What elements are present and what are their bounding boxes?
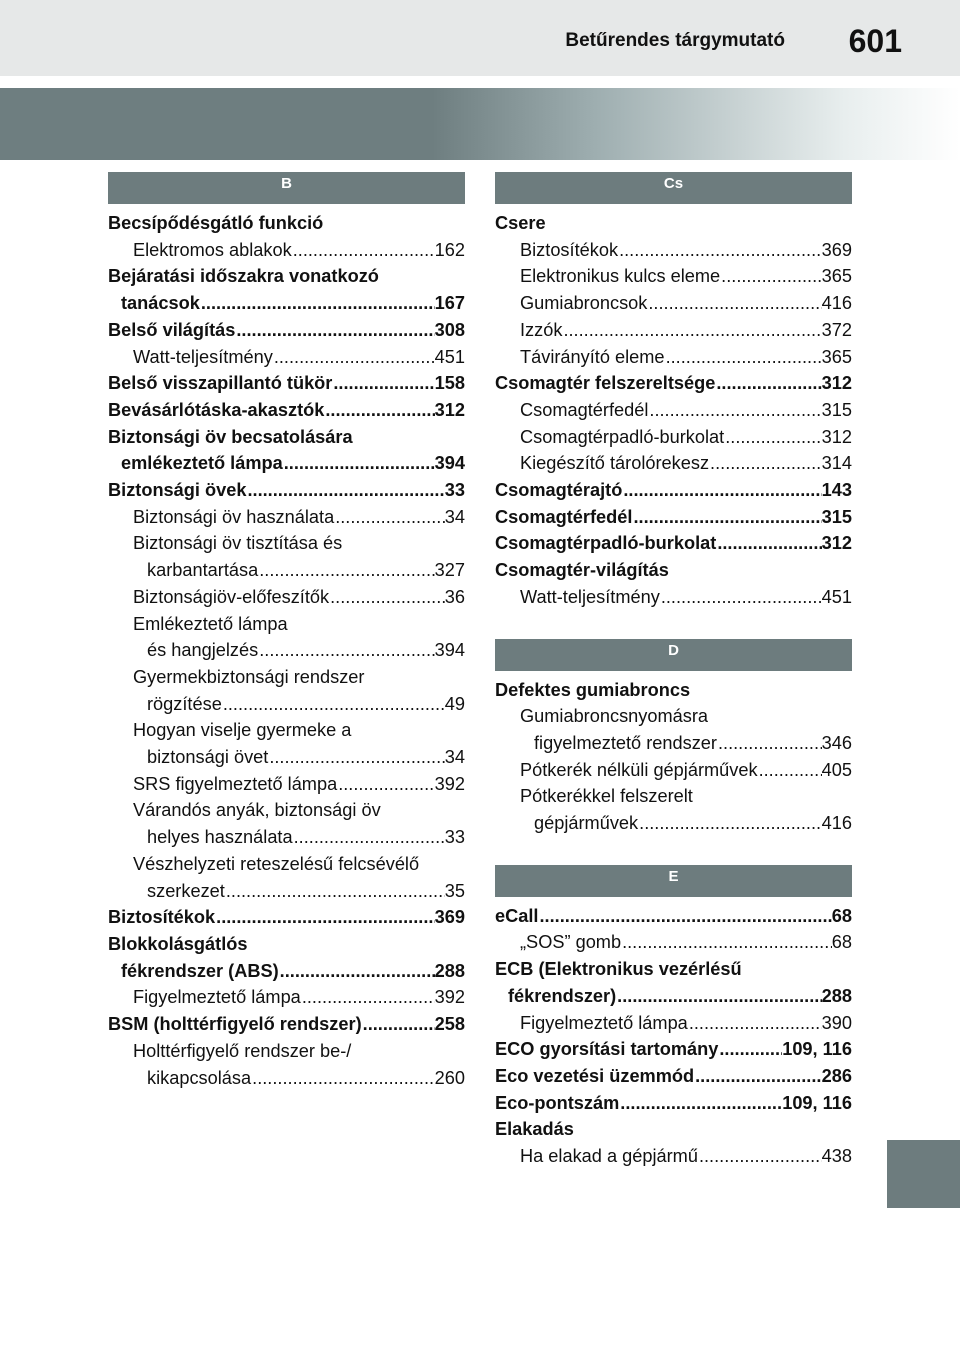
index-column-right xyxy=(495,172,852,1170)
index-entry-label: Watt-teljesítmény xyxy=(520,586,660,607)
index-entry xyxy=(495,450,852,477)
index-entry xyxy=(108,1011,465,1038)
index-entry-page: 369 xyxy=(434,907,465,928)
index-entry-label: Watt-teljesítmény xyxy=(133,346,273,367)
index-entry-page: 315 xyxy=(821,506,852,527)
index-entry-page: 394 xyxy=(434,453,465,474)
dot-leader xyxy=(223,691,445,718)
index-entry-label: Pótkerékkel felszerelt xyxy=(520,786,693,807)
index-entry-page: 392 xyxy=(434,773,465,794)
dot-leader xyxy=(259,557,434,584)
index-entry xyxy=(495,1010,852,1037)
section-letter-header: E xyxy=(495,865,852,897)
page-number: 601 xyxy=(848,23,902,59)
index-entry-label: biztonsági övet xyxy=(147,747,269,768)
index-entry-label: Biztosítékok xyxy=(520,239,619,260)
index-entry-label: Belső világítás xyxy=(108,319,236,340)
index-entry xyxy=(108,637,465,664)
index-entry xyxy=(108,771,465,798)
index-entry-label: és hangjelzés xyxy=(147,640,259,661)
index-entry-label: helyes használata xyxy=(147,827,293,848)
dot-leader xyxy=(719,1036,782,1063)
index-entry-label: kikapcsolása xyxy=(147,1067,252,1088)
index-entry xyxy=(495,1063,852,1090)
index-entry-label: „SOS” gomb xyxy=(520,932,622,953)
index-entry xyxy=(108,744,465,771)
index-entry-page: 327 xyxy=(434,560,465,581)
index-entry-label: fékrendszer (ABS) xyxy=(121,960,279,981)
section-letter-header: D xyxy=(495,639,852,671)
index-entry-label: Belső visszapillantó tükör xyxy=(108,373,333,394)
index-entry-label: Elakadás xyxy=(495,1119,574,1140)
index-entry xyxy=(108,344,465,371)
index-entry-label: Bejáratási időszakra vonatkozó xyxy=(108,266,379,287)
header-banner xyxy=(0,88,960,160)
dot-leader xyxy=(633,504,821,531)
dot-leader xyxy=(639,810,822,837)
index-entry-label: Csomagtérpadló-burkolat xyxy=(520,426,725,447)
index-entry xyxy=(108,237,465,264)
index-entry-page: 68 xyxy=(831,932,852,953)
index-entry xyxy=(495,1090,852,1117)
index-entry-label: Blokkolásgátlós xyxy=(108,933,248,954)
dot-leader xyxy=(325,397,434,424)
index-entry xyxy=(108,210,465,237)
index-entry xyxy=(495,956,852,983)
index-entry xyxy=(108,477,465,504)
index-entry-list xyxy=(495,677,852,837)
index-entry xyxy=(108,1065,465,1092)
index-entry xyxy=(495,677,852,704)
dot-leader xyxy=(622,929,832,956)
index-entry-page: 392 xyxy=(434,987,465,1008)
index-entry xyxy=(108,904,465,931)
index-entry-page: 36 xyxy=(444,586,465,607)
index-entry-page: 451 xyxy=(821,586,852,607)
index-entry-page: 312 xyxy=(821,426,852,447)
index-entry-label: Bevásárlótáska-akasztók xyxy=(108,399,325,420)
index-entry-label: fékrendszer) xyxy=(508,985,617,1006)
index-entry-label: Elektronikus kulcs eleme xyxy=(520,266,721,287)
dot-leader xyxy=(333,370,434,397)
dot-leader xyxy=(274,344,435,371)
index-entry-page: 68 xyxy=(831,905,852,926)
index-entry xyxy=(495,424,852,451)
index-entry-label: Elektromos ablakok xyxy=(133,239,292,260)
index-entry-label: ECB (Elektronikus vezérlésű xyxy=(495,959,742,980)
index-entry xyxy=(108,263,465,290)
index-entry-label: Csere xyxy=(495,213,546,233)
index-entry-label: ECO gyorsítási tartomány xyxy=(495,1039,719,1060)
dot-leader xyxy=(716,370,821,397)
index-entry xyxy=(108,424,465,451)
index-entry-page: 143 xyxy=(821,480,852,501)
index-entry xyxy=(495,397,852,424)
index-entry xyxy=(108,584,465,611)
index-entry-label: Figyelmeztető lámpa xyxy=(520,1012,688,1033)
dot-leader xyxy=(563,317,821,344)
index-entry-label: Gyermekbiztonsági rendszer xyxy=(133,666,365,687)
index-entry xyxy=(108,958,465,985)
index-entry xyxy=(108,717,465,744)
index-entry-page: 49 xyxy=(444,693,465,714)
dot-leader xyxy=(335,504,445,531)
index-entry-page: 312 xyxy=(821,373,852,394)
index-entry xyxy=(108,450,465,477)
dot-leader xyxy=(620,1090,782,1117)
dot-leader xyxy=(666,344,822,371)
index-entry-page: 369 xyxy=(821,239,852,260)
index-entry xyxy=(495,504,852,531)
dot-leader xyxy=(259,637,434,664)
dot-leader xyxy=(539,903,831,930)
index-entry-page: 33 xyxy=(444,827,465,848)
index-entry-page: 315 xyxy=(821,399,852,420)
index-entry xyxy=(495,1036,852,1063)
index-entry-label: Becsípődésgátló funkció xyxy=(108,213,324,233)
index-entry xyxy=(108,984,465,1011)
index-entry xyxy=(108,931,465,958)
index-entry xyxy=(495,557,852,584)
index-entry-page: 33 xyxy=(444,480,465,501)
page-header-title: Betűrendes tárgymutató xyxy=(565,30,785,51)
index-entry-label: emlékeztető lámpa xyxy=(121,453,283,474)
index-entry xyxy=(495,929,852,956)
index-entry xyxy=(495,237,852,264)
dot-leader xyxy=(293,237,435,264)
index-entry-page: 438 xyxy=(821,1146,852,1167)
header-bar xyxy=(0,0,960,76)
index-entry xyxy=(495,317,852,344)
index-column-left xyxy=(108,172,465,1091)
index-entry xyxy=(495,210,852,237)
index-entry-page: 365 xyxy=(821,346,852,367)
index-entry-label: Biztonsági öv tisztítása és xyxy=(133,533,343,554)
dot-leader xyxy=(721,263,821,290)
dot-leader xyxy=(648,290,821,317)
index-entry-page: 288 xyxy=(434,960,465,981)
index-entry-page: 390 xyxy=(821,1012,852,1033)
index-entry-label: Eco-pontszám xyxy=(495,1092,620,1113)
index-entry-label: Pótkerék nélküli gépjárművek xyxy=(520,759,758,780)
index-entry-page: 260 xyxy=(434,1067,465,1088)
index-entry xyxy=(495,783,852,810)
dot-leader xyxy=(236,317,434,344)
index-entry-label: Hogyan viselje gyermeke a xyxy=(133,720,352,741)
index-entry-label: Biztosítékok xyxy=(108,907,216,928)
index-entry-page: 314 xyxy=(821,453,852,474)
index-entry-page: 416 xyxy=(821,293,852,314)
index-entry xyxy=(108,797,465,824)
index-entry-label: Biztonsági öv használata xyxy=(133,506,335,527)
index-entry-label: Csomagtérfedél xyxy=(495,506,633,527)
index-entry-label: Csomagtérajtó xyxy=(495,480,623,501)
index-entry-page: 312 xyxy=(434,399,465,420)
index-entry-label: Biztonsági öv becsatolására xyxy=(108,426,353,447)
index-entry-label: Biztonsági övek xyxy=(108,480,247,501)
dot-leader xyxy=(661,584,822,611)
index-entry-page: 162 xyxy=(434,239,465,260)
index-entry xyxy=(108,1038,465,1065)
chapter-thumb-tab xyxy=(887,1140,960,1208)
section-gap xyxy=(495,837,852,865)
index-entry-page: 365 xyxy=(821,266,852,287)
index-entry xyxy=(108,290,465,317)
index-entry xyxy=(495,530,852,557)
dot-leader xyxy=(284,450,435,477)
section-gap xyxy=(495,611,852,639)
index-entry xyxy=(495,703,852,730)
index-entry xyxy=(108,664,465,691)
section-letter-header: B xyxy=(108,172,465,204)
index-entry-label: Biztonságiöv-előfeszítők xyxy=(133,586,330,607)
section-letter-header: Cs xyxy=(495,172,852,204)
dot-leader xyxy=(689,1010,822,1037)
dot-leader xyxy=(226,878,445,905)
index-entry xyxy=(108,397,465,424)
index-entry-page: 394 xyxy=(434,640,465,661)
dot-leader xyxy=(725,424,821,451)
index-entry-label: Emlékeztető lámpa xyxy=(133,613,288,634)
dot-leader xyxy=(649,397,821,424)
index-entry xyxy=(495,810,852,837)
index-entry-label: Gumiabroncsnyomásra xyxy=(520,706,709,727)
dot-leader xyxy=(294,824,445,851)
index-entry xyxy=(108,504,465,531)
index-entry-label: Holttérfigyelő rendszer be-/ xyxy=(133,1040,352,1061)
index-entry xyxy=(495,1143,852,1170)
index-entry xyxy=(108,878,465,905)
index-entry xyxy=(108,317,465,344)
index-entry xyxy=(108,611,465,638)
index-entry-label: Csomagtérfedél xyxy=(520,399,649,420)
index-entry-page: 451 xyxy=(434,346,465,367)
index-entry-page: 258 xyxy=(434,1014,465,1035)
index-entry xyxy=(495,903,852,930)
index-entry-label: Kiegészítő tárolórekesz xyxy=(520,453,710,474)
index-entry-label: Csomagtérpadló-burkolat xyxy=(495,533,717,554)
index-entry xyxy=(108,851,465,878)
index-entry-label: szerkezet xyxy=(147,880,225,901)
dot-leader xyxy=(717,530,821,557)
dot-leader xyxy=(699,1143,822,1170)
dot-leader xyxy=(302,984,435,1011)
index-entry-label: tanácsok xyxy=(121,293,200,314)
index-entry-list xyxy=(108,210,465,1091)
index-entry-label: Figyelmeztető lámpa xyxy=(133,987,301,1008)
index-entry-list xyxy=(495,903,852,1170)
index-entry xyxy=(108,824,465,851)
index-entry-list xyxy=(495,210,852,611)
index-entry-page: 34 xyxy=(444,747,465,768)
index-entry-page: 312 xyxy=(821,533,852,554)
index-entry xyxy=(495,983,852,1010)
index-entry-page: 416 xyxy=(821,813,852,834)
dot-leader xyxy=(710,450,822,477)
index-entry-page: 346 xyxy=(821,732,852,753)
index-entry-label: Eco vezetési üzemmód xyxy=(495,1065,695,1086)
index-entry xyxy=(495,263,852,290)
dot-leader xyxy=(216,904,435,931)
index-entry-label: SRS figyelmeztető lámpa xyxy=(133,773,338,794)
index-entry xyxy=(495,370,852,397)
index-entry-label: Csomagtér felszereltsége xyxy=(495,373,716,394)
dot-leader xyxy=(617,983,821,1010)
dot-leader xyxy=(201,290,435,317)
index-entry-page: 372 xyxy=(821,319,852,340)
index-entry-page: 167 xyxy=(434,293,465,314)
index-entry xyxy=(495,290,852,317)
index-entry-page: 35 xyxy=(444,880,465,901)
dot-leader xyxy=(363,1011,435,1038)
dot-leader xyxy=(338,771,434,798)
dot-leader xyxy=(330,584,445,611)
index-entry-label: Távirányító eleme xyxy=(520,346,665,367)
dot-leader xyxy=(247,477,444,504)
index-entry xyxy=(495,344,852,371)
index-entry xyxy=(495,584,852,611)
index-entry-page: 158 xyxy=(434,373,465,394)
dot-leader xyxy=(619,237,822,264)
index-entry-label: Ha elakad a gépjármű xyxy=(520,1146,698,1167)
dot-leader xyxy=(280,958,435,985)
index-entry xyxy=(108,370,465,397)
index-entry-label: eCall xyxy=(495,905,539,926)
index-entry-page: 109, 116 xyxy=(782,1039,852,1060)
index-entry-label: Várandós anyák, biztonsági öv xyxy=(133,800,381,821)
index-entry xyxy=(108,691,465,718)
index-entry-label: karbantartása xyxy=(147,560,259,581)
index-entry-label: rögzítése xyxy=(147,693,222,714)
index-entry-page: 34 xyxy=(444,506,465,527)
index-entry-label: figyelmeztető rendszer xyxy=(534,732,717,753)
index-entry-label: Csomagtér-világítás xyxy=(495,560,669,581)
index-entry xyxy=(108,557,465,584)
index-entry xyxy=(495,730,852,757)
index-entry-page: 286 xyxy=(821,1065,852,1086)
index-entry-label: BSM (holttérfigyelő rendszer) xyxy=(108,1014,362,1035)
index-entry-label: Izzók xyxy=(520,319,563,340)
index-entry xyxy=(495,1116,852,1143)
index-entry-page: 109, 116 xyxy=(782,1092,852,1113)
index-entry-label: Defektes gumiabroncs xyxy=(495,679,691,700)
dot-leader xyxy=(623,477,821,504)
index-entry-page: 308 xyxy=(434,319,465,340)
index-entry-page: 405 xyxy=(821,759,852,780)
dot-leader xyxy=(695,1063,822,1090)
dot-leader xyxy=(269,744,444,771)
dot-leader xyxy=(718,730,822,757)
index-entry xyxy=(495,757,852,784)
index-entry-label: gépjárművek xyxy=(534,813,639,834)
dot-leader xyxy=(759,757,822,784)
dot-leader xyxy=(252,1065,435,1092)
index-entry xyxy=(108,530,465,557)
index-entry xyxy=(495,477,852,504)
index-entry-label: Vészhelyzeti reteszelésű felcsévélő xyxy=(133,853,420,874)
index-entry-label: Gumiabroncsok xyxy=(520,293,648,314)
index-entry-page: 288 xyxy=(821,985,852,1006)
